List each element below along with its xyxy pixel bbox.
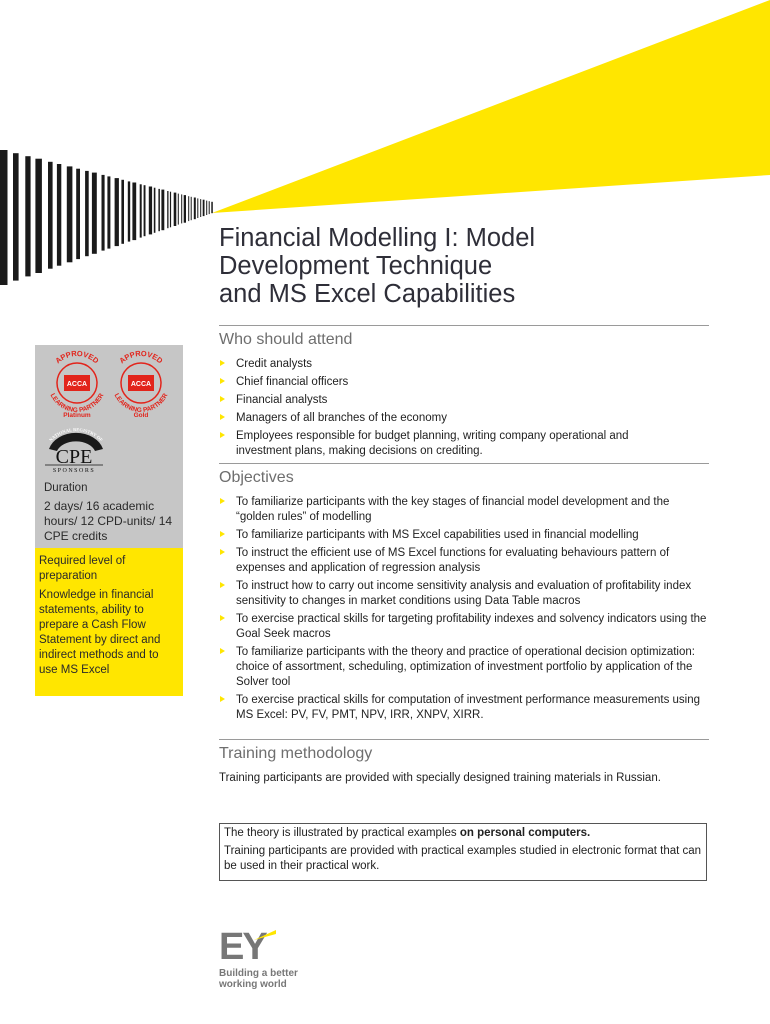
barcode-stripe [76, 169, 80, 259]
list-item: To exercise practical skills for computation of investment performance measurements using MS Excel: PV, FV, PMT, NPV, IRR, XNPV, XIRR. [219, 693, 709, 723]
barcode-stripe [144, 185, 146, 236]
bullet-icon [220, 432, 225, 438]
badge-gold-label: Gold [133, 412, 149, 419]
section-heading-methodology: Training methodology [219, 745, 373, 762]
bullet-icon [220, 360, 225, 366]
barcode-stripe [115, 178, 119, 246]
barcode-stripe [13, 153, 19, 280]
svg-text:LEARNING PARTNER: LEARNING PARTNER [112, 392, 170, 415]
barcode-stripe [25, 156, 30, 276]
barcode-stripe [191, 197, 192, 220]
svg-text:CPE: CPE [55, 446, 93, 468]
list-item: Financial analysts [219, 393, 709, 408]
barcode-stripe [85, 171, 89, 256]
barcode-stripe [35, 159, 42, 273]
barcode-stripe [158, 189, 160, 231]
barcode-stripe [67, 166, 73, 262]
barcode-stripe [140, 184, 142, 237]
note-line-2: Training participants are provided with practical examples studied in electronic format that can be used in their practical work. [224, 845, 702, 872]
divider [219, 739, 709, 740]
barcode-stripe [0, 150, 8, 285]
bullet-icon [220, 378, 225, 384]
required-text: Knowledge in financial statements, ability to prepare a Cash Flow Statement by direct and indirect methods and to use MS Excel [39, 589, 161, 676]
list-item: Managers of all branches of the economy [219, 411, 709, 426]
list-item: Employees responsible for budget planning, writing company operational and investment plans, making decisions on crediting. [219, 429, 686, 459]
barcode-stripe [174, 193, 177, 226]
note-box [219, 823, 707, 881]
svg-text:ACCA: ACCA [130, 381, 152, 388]
sidebar-requirements-panel [35, 548, 183, 696]
barcode-stripe [102, 175, 105, 251]
barcode-stripe [128, 181, 130, 241]
who-list [219, 357, 709, 459]
barcode-stripe [161, 190, 164, 231]
title-line-2: Development Technique [219, 252, 493, 280]
objectives-list [219, 495, 709, 723]
barcode-stripe [197, 198, 198, 218]
barcode-stripes [0, 150, 213, 285]
list-item: To familiarize participants with MS Excel capabilities used in financial modelling [219, 528, 709, 543]
bullet-icon [220, 615, 225, 621]
cpe-sponsors-logo-icon [41, 419, 111, 475]
ey-tagline [219, 968, 298, 990]
acca-platinum-badge-icon [42, 349, 112, 421]
list-item: To familiarize participants with the theory and practice of operational decision optimization: choice of assortment, scheduling, optimization of investment portfolio by application of the Solver tool [219, 645, 706, 690]
barcode-stripe [194, 198, 196, 220]
barcode-stripe [170, 192, 171, 228]
bullet-icon [220, 648, 225, 654]
list-item: To exercise practical skills for targeting profitability indexes and solvency indicators using the Goal Seek macros [219, 612, 709, 642]
svg-text:ACCA: ACCA [66, 381, 88, 388]
ey-mark: EY [219, 926, 266, 968]
barcode-stripe [154, 188, 156, 233]
list-item: To instruct the efficient use of MS Excel functions for evaluating behaviours pattern of expenses and application of regression analysis [219, 546, 709, 576]
tagline-line-1: Building a better [219, 968, 298, 979]
bullet-icon [220, 531, 225, 537]
barcode-stripe [132, 183, 136, 241]
barcode-stripe [181, 194, 182, 223]
bullet-icon [220, 498, 225, 504]
list-item: To familiarize participants with the key stages of financial model development and the “golden rules” of modelling [219, 495, 709, 525]
list-item: Credit analysts [219, 357, 709, 372]
section-heading-who: Who should attend [219, 331, 353, 348]
barcode-stripe [149, 187, 152, 235]
yellow-beam [212, 0, 770, 213]
title-line-3: and MS Excel Capabilities [219, 280, 516, 308]
barcode-stripe [184, 195, 186, 223]
bullet-icon [220, 549, 225, 555]
svg-text:SPONSORS: SPONSORS [52, 468, 96, 474]
barcode-stripe [209, 201, 210, 214]
page-title [219, 224, 759, 308]
barcode-stripe [211, 202, 213, 213]
required-label: Required level of preparation [39, 555, 126, 582]
barcode-stripe [188, 196, 189, 221]
acca-gold-badge-icon [106, 349, 176, 421]
bullet-icon [220, 696, 225, 702]
svg-text:APPROVED: APPROVED [53, 349, 101, 366]
tagline-line-2: working world [219, 979, 287, 990]
title-line-1: Financial Modelling I: Model [219, 224, 536, 252]
section-heading-objectives: Objectives [219, 469, 294, 486]
methodology-text: Training participants are provided with specially designed training materials in Russian. [219, 772, 661, 784]
barcode-stripe [167, 191, 168, 228]
svg-text:LEARNING PARTNER: LEARNING PARTNER [48, 392, 106, 415]
sidebar-info-panel [35, 345, 183, 548]
list-item: Chief financial officers [219, 375, 709, 390]
barcode-stripe [48, 162, 53, 269]
barcode-stripe [203, 200, 205, 216]
bullet-icon [220, 582, 225, 588]
badge-platinum-label: Platinum [63, 412, 91, 419]
list-item: To instruct how to carry out income sensitivity analysis and evaluation of profitability index sensitivity to changes in market conditions using Data Table macros [219, 579, 709, 609]
duration-text: 2 days/ 16 academic hours/ 12 CPD-units/ 14 CPE credits [44, 499, 173, 543]
divider [219, 463, 709, 464]
barcode-stripe [92, 173, 97, 254]
barcode-stripe [200, 199, 201, 217]
svg-text:NATIONAL REGISTRY OF: NATIONAL REGISTRY OF [48, 427, 104, 443]
duration-label: Duration [44, 482, 88, 494]
bullet-icon [220, 414, 225, 420]
barcode-stripe [121, 180, 124, 244]
ey-beam-icon [254, 930, 276, 940]
svg-text:APPROVED: APPROVED [117, 349, 165, 366]
divider [219, 325, 709, 326]
note-line-1: The theory is illustrated by practical examples on personal computers. [224, 827, 591, 839]
bullet-icon [220, 396, 225, 402]
barcode-stripe [107, 176, 110, 248]
barcode-stripe [206, 201, 207, 215]
barcode-stripe [57, 164, 61, 266]
barcode-stripe [178, 194, 179, 225]
